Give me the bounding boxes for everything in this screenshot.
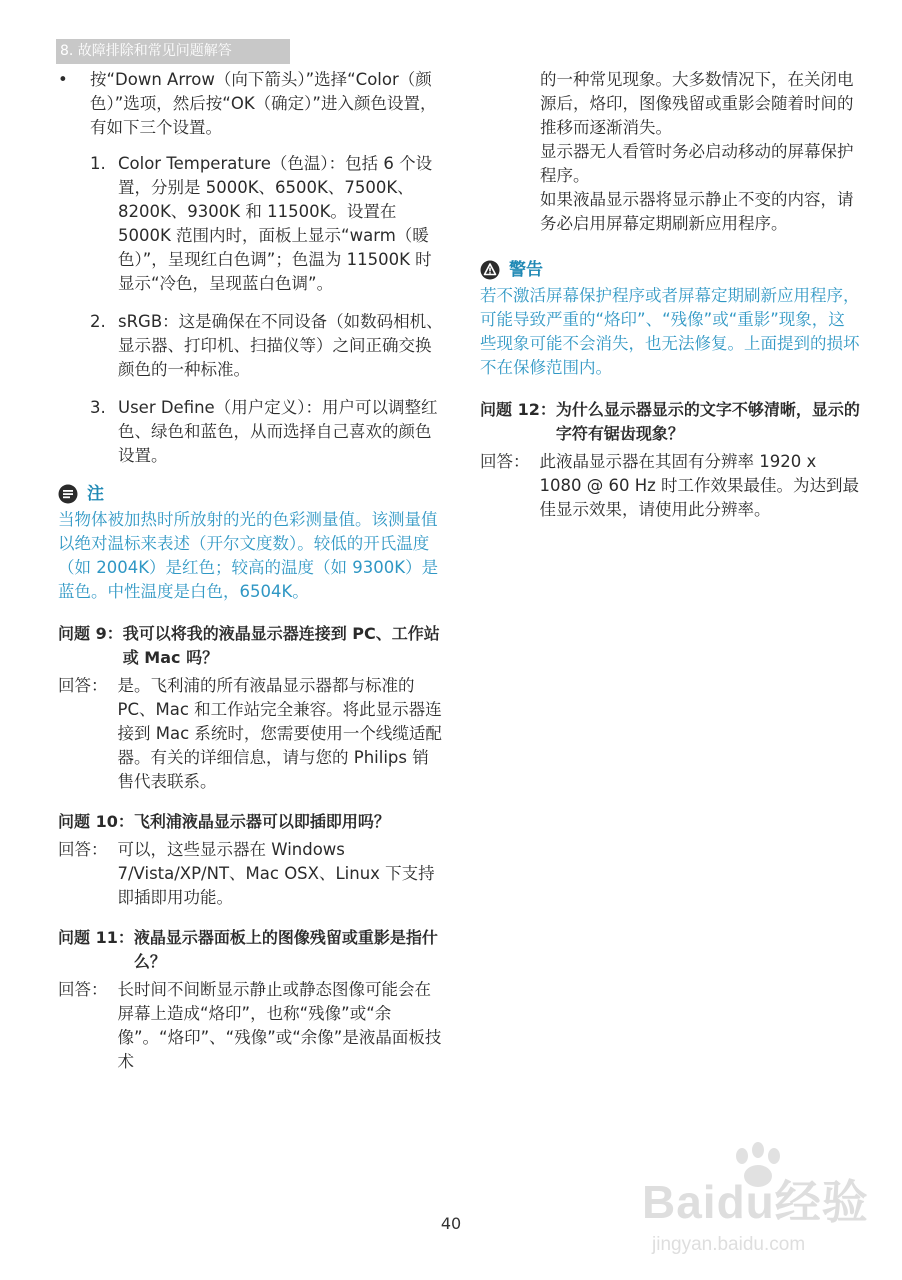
answer-12: [480, 450, 860, 522]
question-12: [480, 398, 860, 446]
answer-label: 回答：: [480, 452, 530, 471]
question-label: 问题 12：: [480, 400, 556, 419]
continued-paragraph: 的一种常见现象。大多数情况下，在关闭电源后，烙印，图像残留或重影会随着时间的推移而逐渐消失。: [540, 70, 854, 137]
answer-text: 此液晶显示器在其固有分辨率 1920 x 1080 @ 60 Hz 时工作效果最佳。为达到最佳显示效果，请使用此分辨率。: [539, 452, 860, 519]
faq-q11: [58, 926, 443, 1074]
warning-text: 若不激活屏幕保护程序或者屏幕定期刷新应用程序，可能导致严重的“烙印”、“残像”或“重影”现象，这些现象可能不会消失，也无法修复。上面提到的损坏不在保修范围内。: [480, 286, 860, 377]
warning-icon: [480, 260, 500, 280]
watermark-brand: Baidu经验: [642, 1176, 869, 1228]
faq-q9: [58, 622, 443, 794]
right-column: [480, 68, 860, 522]
answer-text: 是。飞利浦的所有液晶显示器都与标准的 PC、Mac 和工作站完全兼容。将此显示器连接到 Mac 系统时，您需要使用一个线缆适配器。有关的详细信息，请与您的 Philips 销售代表联系。: [117, 676, 442, 791]
option-text: sRGB：这是确保在不同设备（如数码相机、显示器、打印机、扫描仪等）之间正确交换颜色的一种标准。: [118, 312, 443, 379]
faq-q12: [480, 398, 860, 522]
note-text: 当物体被加热时所放射的光的色彩测量值。该测量值以绝对温标来表述（开尔文度数）。较低的开氏温度（如 2004K）是红色；较高的温度（如 9300K）是蓝色。中性温度是白色，6504K。: [58, 510, 439, 601]
question-label: 问题 11：: [58, 928, 134, 947]
question-text: 飞利浦液晶显示器可以即插即用吗？: [133, 812, 390, 831]
baidu-watermark: [640, 1140, 880, 1270]
option-number: 2.: [90, 312, 106, 331]
left-column: [58, 68, 443, 1074]
answer-label: 回答：: [58, 676, 108, 695]
question-text: 我可以将我的液晶显示器连接到 PC、工作站或 Mac 吗？: [122, 624, 440, 667]
answer-label: 回答：: [58, 840, 108, 859]
question-label: 问题 9：: [58, 624, 123, 643]
option-text: User Define（用户定义）：用户可以调整红色、绿色和蓝色，从而选择自己喜欢的颜色设置。: [118, 398, 438, 465]
option-text: Color Temperature（色温）：包括 6 个设置，分别是 5000K、6500K、7500K、8200K、9300K 和 11500K。设置在 5000K 范围内时，面板上显示“warm（暖色）”，呈现红白色调”；色温为 11500K 时显示“冷色，呈现蓝白色调”。: [118, 154, 433, 293]
bullet-mark: •: [58, 70, 68, 89]
question-11: [58, 926, 443, 974]
warning-title: 警告: [509, 260, 543, 280]
answer-label: 回答：: [58, 980, 108, 999]
option-number: 3.: [90, 398, 106, 417]
note-heading: [58, 482, 443, 506]
option-item: [90, 152, 443, 296]
answer-text: 长时间不间断显示静止或静态图像可能会在屏幕上造成“烙印”，也称“残像”或“余像”。“烙印”、“残像”或“余像”是液晶面板技术: [117, 980, 442, 1071]
continued-paragraph: 如果液晶显示器将显示静止不变的内容，请务必启用屏幕定期刷新应用程序。: [540, 190, 854, 233]
option-item: [90, 396, 443, 468]
question-text: 液晶显示器面板上的图像残留或重影是指什么？: [133, 928, 438, 971]
faq-q10: [58, 810, 443, 910]
option-item: [90, 310, 443, 382]
answer-10: [58, 838, 443, 910]
question-10: [58, 810, 443, 834]
question-label: 问题 10：: [58, 812, 134, 831]
section-header: 8. 故障排除和常见问题解答: [56, 39, 290, 64]
option-number: 1.: [90, 154, 106, 173]
note-icon: [58, 484, 78, 504]
color-options-list: [90, 152, 443, 468]
warning-heading: [480, 258, 860, 282]
answer-11: [58, 978, 443, 1074]
answer-text: 可以，这些显示器在 Windows 7/Vista/XP/NT、Mac OSX、Linux 下支持即插即用功能。: [117, 840, 435, 907]
page-number: 40: [440, 1214, 462, 1233]
color-bullet: [58, 68, 443, 140]
question-text: 为什么显示器显示的文字不够清晰，显示的字符有锯齿现象？: [555, 400, 860, 443]
bullet-text: 按“Down Arrow（向下箭头）”选择“Color（颜色）”选项，然后按“OK（确定）”进入颜色设置，有如下三个设置。: [90, 70, 437, 137]
answer-11-continued: [480, 68, 860, 236]
note-title: 注: [87, 484, 104, 504]
answer-9: [58, 674, 443, 794]
watermark-url: jingyan.baidu.com: [652, 1234, 806, 1255]
continued-paragraph: 显示器无人看管时务必启动移动的屏幕保护程序。: [540, 142, 854, 185]
question-9: [58, 622, 443, 670]
